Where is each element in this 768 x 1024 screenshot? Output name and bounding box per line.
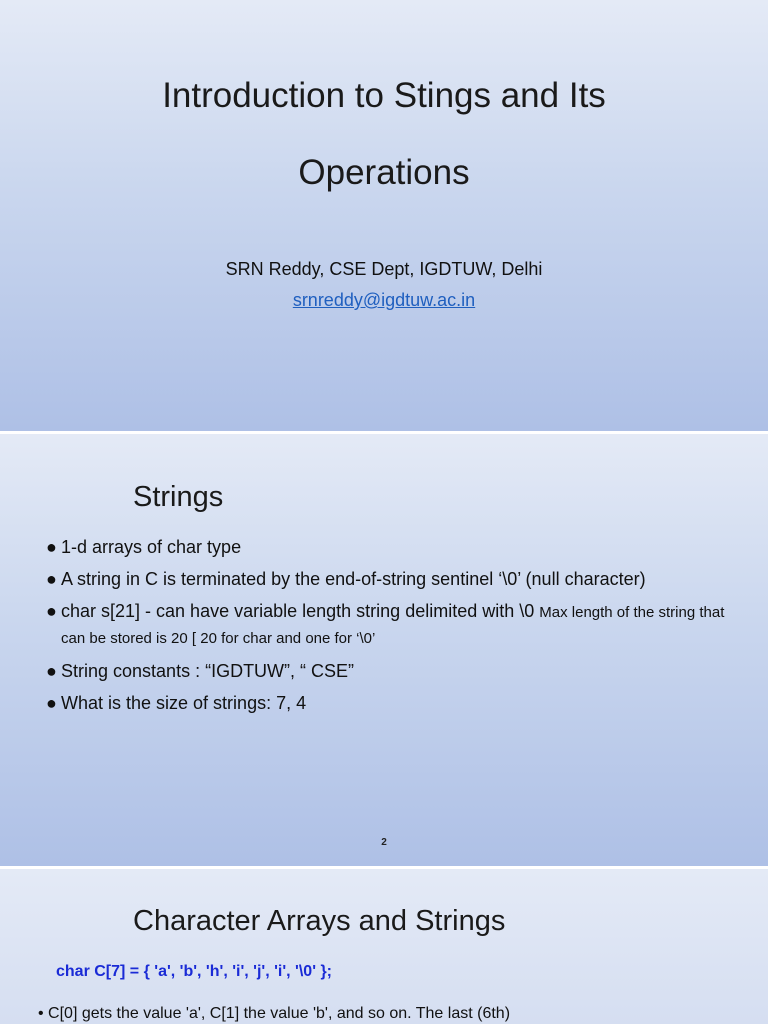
slide-title-line-1: Introduction to Stings and Its — [162, 76, 606, 115]
list-item: ● What is the size of strings: 7, 4 — [46, 693, 307, 713]
code-example: char C[7] = { 'a', 'b', 'h', 'i', 'j', 'i', '\0' }; — [56, 963, 332, 980]
list-item: ● 1-d arrays of char type — [46, 537, 242, 557]
character-arrays-slide — [0, 869, 768, 1024]
list-item: ● A string in C is terminated by the end-of-string sentinel ‘\0’ (null character) — [46, 569, 646, 589]
slide-heading: Strings — [133, 481, 224, 513]
strings-slide — [0, 434, 768, 866]
bullet-dot-icon: ● — [46, 569, 57, 589]
list-item: ● String constants : “IGDTUW”, “ CSE” — [46, 661, 355, 681]
author-line: SRN Reddy, CSE Dept, IGDTUW, Delhi — [225, 259, 543, 279]
list-item: ● char s[21] - can have variable length string delimited with \0 Max length of the string that can be stored is 20 [ 20 for char and one for ‘\0’ — [46, 601, 725, 647]
page-number: 2 — [381, 837, 387, 848]
bullet-dot-icon: • — [38, 1005, 49, 1022]
bullet-dot-icon: ● — [46, 693, 57, 713]
bullet-list — [46, 535, 746, 723]
slide-heading: Character Arrays and Strings — [133, 905, 506, 937]
bullet-dot-icon: ● — [46, 601, 57, 621]
slide-title-line-2: Operations — [298, 153, 470, 192]
email-link[interactable]: srnreddy@igdtuw.ac.in — [292, 290, 476, 310]
list-item: • C[0] gets the value 'a', C[1] the value 'b', and so on. The last (6th) — [38, 1005, 511, 1022]
title-slide — [0, 0, 768, 431]
bullet-dot-icon: ● — [46, 537, 57, 557]
small-note: Max length of the string that can be stored is 20 [ 20 for char and one for ‘\0’ — [61, 604, 725, 647]
bullet-dot-icon: ● — [46, 661, 57, 681]
